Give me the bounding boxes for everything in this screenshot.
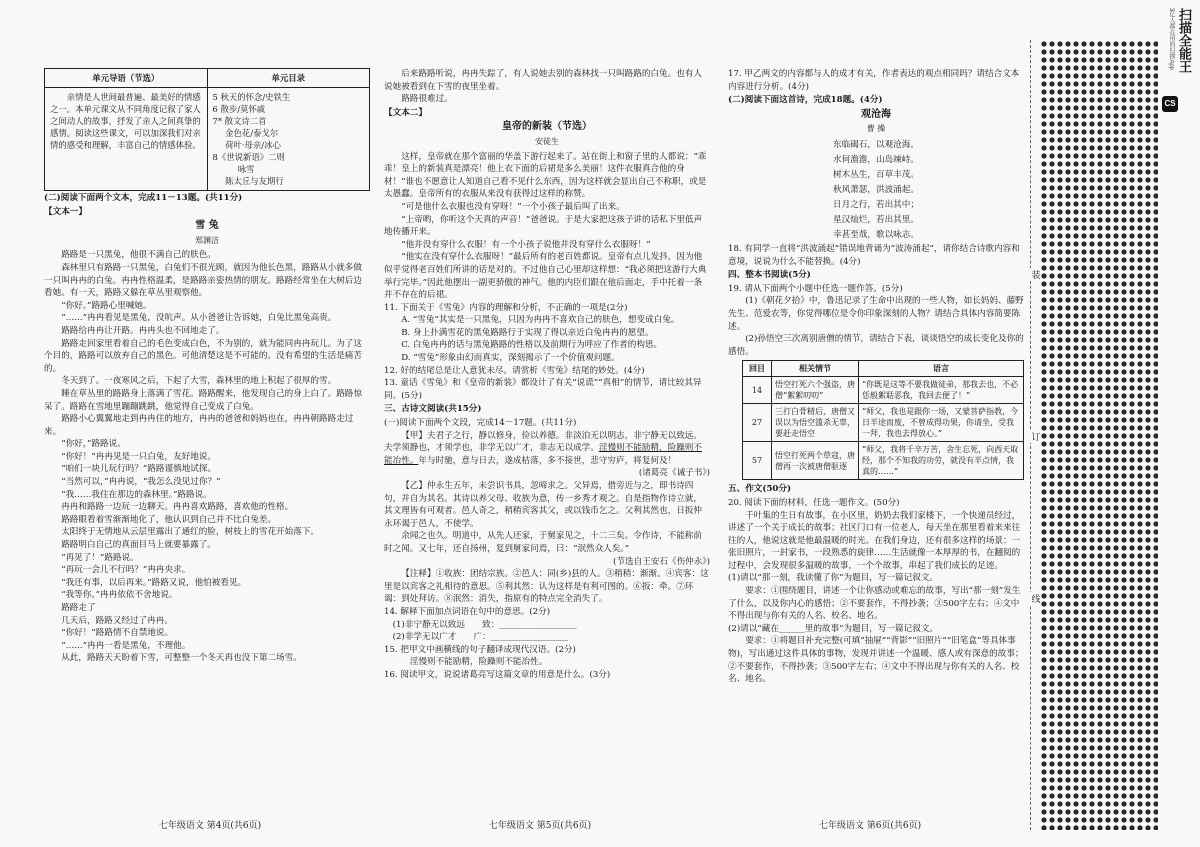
plot-header-plot: 相关情节 — [772, 361, 859, 377]
paragraph: 从此，路路天天盼着下雪，可整整一个冬天再也没下第二场雪。 — [61, 653, 302, 664]
paragraph: 这样，皇帝就在那个富丽的华盖下游行起来了。站在街上和窗子里的人都说：“乖乖！皇上的新装真是漂亮！他上衣下面的后裙是多么美丽！这件衣服真合他的身材！”谁也不愿意让人知道自己看不见什么东西，因为这样就会显出自己不称职，或是太愚蠢。皇帝所有的衣服从来没有获得过这样的称赞。 — [384, 151, 707, 200]
paragraph: 冉冉和路路一边玩一边聊天。冉冉喜欢路路，喜欢他的性格。 — [61, 502, 294, 513]
section-5-title: 五、作文(50分) — [728, 484, 792, 495]
plot-table — [742, 360, 1024, 480]
paragraph: “你好，”路路说。 — [61, 439, 126, 450]
paragraph: “咱们一块儿玩行吗？”路路谨慎地试探。 — [61, 464, 217, 475]
q11-option-c: C. 白兔冉冉的话与黑兔路路的性格以及前期行为呼应了作者的构思。 — [401, 340, 663, 351]
footer-page-6: 七年级语文 第6页(共6页) — [818, 821, 922, 831]
q14-item-1: (1)非宁静无以致远 致：__________________ — [392, 619, 577, 630]
question-18: 18. 有同学一直将“洪波涌起”错误地背诵为“波涛涌起”，请你结合诗歌内容和意境，说说为什么不能替换。(4分) — [728, 243, 1020, 267]
footer-page-4: 七年级语文 第4页(共6页) — [158, 821, 262, 831]
camscanner-tagline: 3亿人都在用的扫描App — [1168, 8, 1174, 71]
question-20: 20. 阅读下面的材料，任选一题作文。(50分) — [728, 497, 900, 508]
unit-intro: 亲情是人世间最普遍、最美好的情感之一。本单元课文从不同角度记叙了家人之间动人的故事，抒发了亲人之间真挚的感情。阅读这些课文，可以加深我们对亲情的感受和理解，丰富自己的情感体验。 — [45, 88, 208, 191]
passage-jia-source: (诸葛亮《诫子书》) — [638, 468, 710, 479]
text1-label: 【文本一】 — [44, 206, 87, 217]
story2-title: 皇帝的新装（节选） — [502, 121, 592, 133]
story2-body — [384, 151, 710, 302]
paragraph: 几天后，路路又经过了冉冉。 — [61, 615, 173, 626]
paragraph: “可是他什么衣服也没有穿呀！”一个小孩子最后叫了出来。 — [401, 201, 625, 212]
paragraph: “我还有事，以后再来。”路路又说，他怕被看见。 — [61, 577, 247, 588]
binding-char-3: 线 — [1030, 592, 1042, 605]
story-author: 郑渊洁 — [195, 235, 219, 245]
paragraph: “你好！”路路情不自禁地说。 — [61, 628, 174, 639]
question-11: 11. 下面关于《雪兔》内容的理解和分析，不正确的一项是(2分) — [384, 302, 628, 313]
q15-sentence: 淫慢则不能励精，险躁则不能冶性。 — [409, 657, 548, 668]
camscanner-logo-icon: CS — [1162, 96, 1178, 112]
paragraph: “我等你。”冉冉依依不舍地说。 — [61, 590, 178, 601]
unit-table-header-right: 单元目录 — [207, 69, 370, 88]
story-body — [44, 249, 370, 665]
paragraph: 路路给冉冉让开路。冉冉头也不回地走了。 — [61, 325, 225, 336]
passage-jia: 【甲】夫君子之行，静以修身，俭以养德。非淡泊无以明志，非宁静无以致远。夫学须静也，才须学也，非学无以广才，非志无以成学。淫慢则不能励精，险躁则不能冶性。年与时驰，意与日去，遂成枯落，多不接世，悲守穷庐，将复何及！ — [384, 430, 702, 466]
unit-table — [44, 68, 370, 191]
paragraph: “当然可以，”冉冉说，“我怎么没见过你？” — [61, 477, 221, 488]
binding-char-2: 订 — [1030, 430, 1042, 443]
paragraph: “再玩一会儿不行吗？”冉冉央求。 — [61, 565, 191, 576]
q11-option-d: D. “雪兔”形象由幻而真实，深刻揭示了一个价值观问题。 — [401, 353, 620, 364]
unit-toc: 5 秋天的怀念/史铁生 6 散步/莫怀戚 7* 散文诗二首 金色花/泰戈尔 荷叶·母亲/冰心 8《世说新语》二则 咏雪 陈太丘与友期行 — [207, 88, 370, 191]
plot-row: 57 悟空打死两个草寇，唐僧再一次被唐僧驱逐 “师父，我将千辛万苦，舍生忘死，向西天取经，那个不知我的功劳，就没有半点情，我真的……” — [743, 442, 1024, 480]
paragraph: 冬天到了。一夜寒风之后，下起了大雪，森林里的地上积起了很厚的雪。 — [61, 376, 337, 387]
paragraph: 路路走回家里看着自己的毛色变成白色，不为别的，就为能同冉冉玩儿。为了这个目的，路路可以放弃自己的黑色。可他清楚这是不可能的。没有希望的生活是痛苦的。 — [44, 338, 362, 374]
paragraph: 路路走了 — [61, 603, 96, 613]
page-5-column — [384, 68, 710, 682]
essay-topic-1: (1)请以“那一刻，我读懂了你”为题目，写一篇记叙文。 — [728, 573, 939, 584]
question-13: 13. 童话《雪兔》和《皇帝的新装》都设计了有关“说谎”“真相”的情节，请比较其异同。(5分) — [384, 378, 702, 401]
passage-yi: 【乙】仲永生五年，未尝识书具，忽啼求之。父异焉，借旁近与之，即书诗四句，并自为其名。其诗以养父母、收族为意，传一乡秀才观之。自是指物作诗立就，其文理皆有可观者。邑人奇之，稍稍宾客其父，或以钱币乞之。父利其然也，日扳仲永环谒于邑人，不使学。 — [384, 481, 702, 529]
paragraph: “他并没有穿什么衣服！有一个小孩子说他并没有穿什么衣服呀！” — [401, 239, 651, 250]
essay-topic-2-req: 要求：①将题目补充完整(可填“抽屉”“背影”“旧照片”“旧笔盒”等具体事物)，写出通过这件具体的事物，发现并讲述一个温暖、感人或有深意的故事；②不要套作，不得抄袭；③500字左右；④文中不得出现与你有关的人名、校名、地名。 — [728, 636, 1024, 685]
paragraph: “再见了！”路路说。 — [61, 552, 139, 563]
paragraph: 路路是一只黑兔，他很不满自己的肤色。 — [61, 250, 216, 261]
paragraph: 路路小心翼翼地走到冉冉住的地方，冉冉的爸爸和妈妈也在，冉冉朝路路走过来。 — [44, 414, 354, 437]
q19-option-2: (2)孙悟空三次离别唐僧的情节，请结合下表，谈谈悟空的成长变化及你的感悟。 — [728, 334, 1024, 357]
question-14: 14. 解释下面加点词语在句中的意思。(2分) — [384, 606, 551, 617]
passage-yi-2: 余闻之也久。明道中，从先人还家，于舅家见之，十二三矣。令作诗，不能称前时之闻。又七年，还自扬州，复到舅家问焉，曰：“泯然众人矣。” — [384, 531, 702, 554]
reading-intro: (二)阅读下面两个文本，完成11－13题。(共11分) — [44, 193, 243, 203]
poem-section: (二)阅读下面这首诗，完成18题。(4分) — [728, 95, 883, 106]
paragraph: 路路明白自己的真面目马上就要暴露了。 — [61, 540, 216, 551]
question-12: 12. 好的结尾总是让人意犹未尽。请赏析《雪兔》结尾的妙处。(4分) — [384, 365, 645, 376]
plot-row: 27 三打白骨精后，唐僧又误以为悟空滥杀无辜，要赶走悟空 “师父，我也是跟你一场，又蒙菩萨指教，今日半途而废，不曾成得功果，你请坐，受我一拜，我也去得放心。” — [743, 404, 1024, 442]
question-16: 16. 阅读甲文，说说诸葛亮写这篇文章的用意是什么。(3分) — [384, 669, 611, 680]
essay-topic-2: (2)请以“藏在______里的故事”为题目，写一篇记叙文。 — [728, 623, 939, 634]
dot-pattern-strip — [1040, 40, 1158, 830]
paragraph: “上帝哟，你听这个天真的声音！”爸爸说。于是大家把这孩子讲的话私下里低声地传播开来。 — [384, 214, 703, 238]
q11-option-a: A. “雪兔”其实是一只黑兔，只因为冉冉不喜欢自己的肤色，想变成白兔。 — [401, 315, 680, 326]
story-end-2: 路路很难过。 — [401, 94, 453, 105]
q19-option-1: (1)《朝花夕拾》中，鲁迅记录了生命中出现的一些人物，如长妈妈、藤野先生、范爱农等，你觉得哪位是令你印象深刻的人物？请结合具体内容简要陈述。 — [728, 296, 1024, 332]
footer-page-5: 七年级语文 第5页(共6页) — [488, 821, 592, 831]
paragraph: 森林里只有路路一只黑兔，白兔们不很光顾，就因为他长色黑，路路从小就多做一只叫冉冉的白兔。冉冉性格温柔，是路路亲姿热情的朋友。路路经常坐在大树后边看她。有一天，路路又躲在草丛里观察他。 — [44, 262, 362, 299]
paragraph: “你好。”路路心里喊她。 — [61, 300, 152, 311]
notes: 【注释】①收族：团结宗族。②邑人：同(乡)县的人。③稍稍：渐渐。④宾客：这里是以宾客之礼相待的意思。⑤利其然：认为这样是有利可图的。⑥扳：牵。⑦环谒：到处拜访。⑧泯然：消失，指原有的特点完全消失了。 — [384, 569, 709, 605]
paragraph: 睡在草丛里的路路身上落满了雪花。路路醒来，他发现自己的身上白了。路路惊呆了。路路在雪地里蹦蹦跳跳，他觉得自己变成了白兔。 — [44, 388, 362, 412]
question-15: 15. 把甲文中画横线的句子翻译成现代汉语。(2分) — [384, 644, 576, 655]
page-4-column — [44, 68, 370, 665]
paragraph: “他实在没有穿什么衣服呀！”最后所有的老百姓都说。皇帝有点儿发抖，因为他似乎觉得老百姓们所讲的话是对的。不过他自己心里却这样想：“我必须把这游行大典举行完毕。”因此他摆出一副更骄傲的神气。他的内臣们跟在他后面走，手中托着一条并不存在的后裙。 — [384, 252, 707, 301]
section-4-title: 四、整本书阅读(5分) — [728, 270, 811, 281]
essay-material: 千叶集的生日有故事，在小区里，奶奶去我们家楼下，一个快递员经过，讲述了一个关于成长的故事；社区门口有一位老人，每天坐在那里看着来来往往的人，他说这就是他最温暖的时光。在我们身边，还有很多这样的场景：一张旧照片，一封家书，一段熟悉的旋律……生活就像一本厚厚的书，在翻阅的过程中，会发现很多温暖的故事，一个个故事，串起了我们成长的足迹。 — [728, 510, 1021, 571]
unit-table-header-left: 单元导语（节选） — [45, 69, 208, 88]
text2-label: 【文本二】 — [384, 107, 427, 118]
section-3-title: 三、古诗文阅读(共15分) — [384, 404, 482, 415]
poem-title: 观沧海 — [861, 108, 891, 120]
essay-topic-1-req: 要求：①围绕题目，讲述一个让你感动或难忘的故事，写出“那一刻”发生了什么，以及你内心的感悟；②不要套作，不得抄袭；③500字左右；④文中不得出现与你有关的人名、校名、地名。 — [728, 586, 1021, 622]
paragraph: “……”冉冉看见是黑兔，没吭声。从小爸爸让告诉她，白兔比黑兔高贵。 — [61, 313, 337, 324]
plot-header-lang: 语言 — [859, 361, 1024, 377]
story-title: 雪 兔 — [195, 220, 219, 232]
q11-option-b: B. 身上扑满雪花的黑兔路路行于实现了得以亲近白兔冉冉的愿望。 — [401, 327, 654, 338]
page-6-column — [728, 68, 1024, 686]
question-17: 17. 甲乙两文的内容都与人的成才有关，作者表达的观点相同吗？请结合文本内容进行分析。(4分) — [728, 69, 1020, 92]
plot-row: 14 悟空打死六个强盗，唐僧“絮絮叨叨” “你既是这等不要我做徒弟，那我去也，不必恁般絮聒恶我，我回去便了！” — [743, 377, 1024, 404]
camscanner-name: 扫描全能王 — [1177, 8, 1192, 73]
paragraph: 路路眼看着雪渐渐地化了，他认识到自己并不比白兔差。 — [61, 514, 277, 525]
story2-author: 安徒生 — [535, 136, 559, 146]
question-19: 19. 请从下面两个小题中任选一题作答。(5分) — [728, 283, 903, 294]
passage-yi-source: (节选自王安石《伤仲永》) — [613, 556, 710, 567]
poem-body: 东临碣石，以观沧海。 水何澹澹，山岛竦峙。 树木丛生，百草丰茂。 秋风萧瑟，洪波涌起。 日月之行，若出其中； 星汉灿烂，若出其里。 幸甚至哉，歌以咏志。 — [833, 139, 919, 240]
story-end-1: 后来路路听说，冉冉失踪了，有人说她去别的森林找一只叫路路的白兔。也有人说她被看到在下雪的夜里坐着。 — [384, 69, 702, 92]
paragraph: 太阳终于无情地从云层里露出了通红的脸，树枝上的雪花开始落下。 — [61, 527, 320, 538]
q14-item-2: (2)非学无以广才 广：__________________ — [392, 632, 569, 643]
paragraph: “你好！”冉冉见是一只白兔，友好地说。 — [61, 451, 217, 462]
poem-author: 曹 操 — [866, 124, 886, 134]
section-3-sub: (一)阅读下面两个文段，完成14－17题。(共11分) — [384, 418, 577, 429]
paragraph: “……”冉冉一看是黑兔，不理他。 — [61, 640, 191, 651]
paragraph: “我……我住在那边的森林里。”路路说。 — [61, 489, 212, 500]
binding-char-1: 装 — [1030, 268, 1042, 281]
plot-header-num: 回目 — [743, 361, 772, 377]
